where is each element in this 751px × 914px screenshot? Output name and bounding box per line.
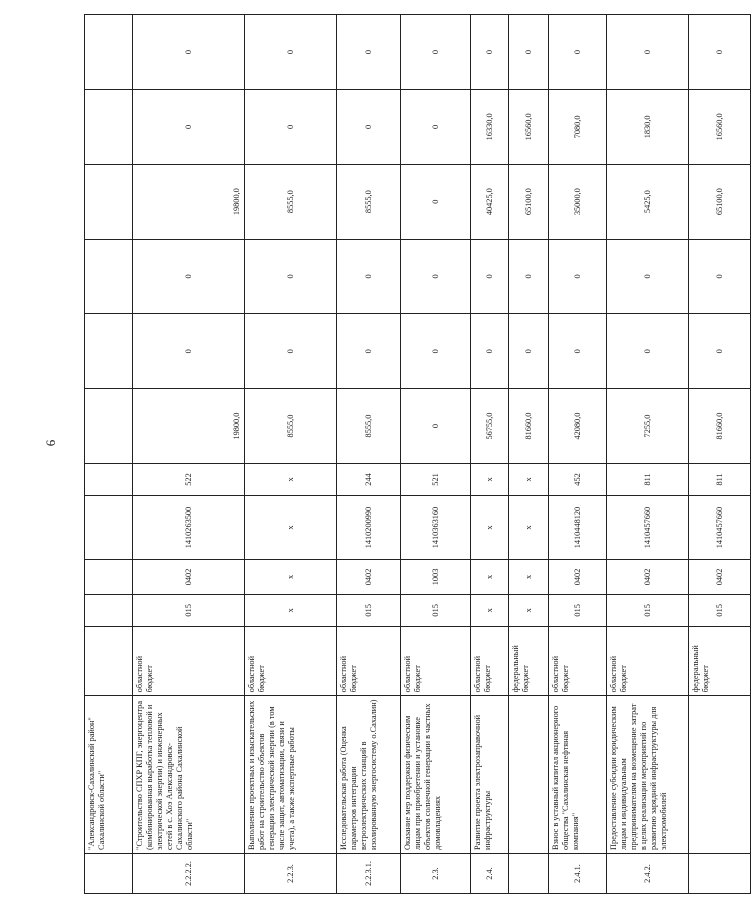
cell-amount-year-4: 0 (337, 89, 401, 164)
table-row (85, 15, 133, 894)
budget-table-rotated (84, 14, 724, 894)
cell-amount-year-1: 0 (133, 314, 245, 389)
cell-description: "Строительство СПХР КПГ, энергоцентра (комбинированная выработка тепловой и электрической энергии) и инженерных сетей в с. Хоэ Александровск-Сахалинского района Сахалинской области" (133, 696, 245, 854)
cell-amount-year-2: 0 (471, 239, 509, 314)
cell-amount-year-5 (85, 15, 133, 90)
table-row (133, 15, 245, 894)
cell-description (689, 696, 751, 854)
cell-code-rzpr: 1003 (401, 560, 471, 595)
cell-amount-year-5: 0 (509, 15, 549, 90)
cell-item-number: 2.4. (471, 853, 509, 893)
cell-amount-year-4: 7080,0 (549, 89, 607, 164)
cell-code-csr (85, 495, 133, 559)
cell-item-number (689, 853, 751, 893)
cell-amount-year-1: 0 (471, 314, 509, 389)
cell-amount-year-3: 0 (401, 164, 471, 239)
cell-total-amount: 8555,0 (337, 389, 401, 464)
cell-item-number (509, 853, 549, 893)
cell-code-grbs: 015 (401, 594, 471, 626)
page-number: 6 (43, 439, 58, 447)
cell-amount-year-3: 5425,0 (607, 164, 689, 239)
cell-code-csr: x (245, 495, 337, 559)
cell-total-amount: 0 (401, 389, 471, 464)
cell-amount-year-4: 0 (245, 89, 337, 164)
cell-code-csr: 1410363160 (401, 495, 471, 559)
cell-amount-year-4 (85, 89, 133, 164)
cell-code-csr: 1410457660 (689, 495, 751, 559)
cell-amount-year-5: 0 (337, 15, 401, 90)
cell-code-grbs: x (245, 594, 337, 626)
cell-amount-year-4: 16560,0 (509, 89, 549, 164)
cell-description: Развитие проекта электрозаправочной инфраструктуры (471, 696, 509, 854)
cell-total-amount (85, 389, 133, 464)
cell-code-rzpr: 0402 (607, 560, 689, 595)
cell-code-vr: 522 (133, 463, 245, 495)
cell-funding-source: областной бюджет (401, 626, 471, 695)
cell-code-rzpr: 0402 (337, 560, 401, 595)
cell-code-rzpr: 0402 (549, 560, 607, 595)
table-row (607, 15, 689, 894)
cell-code-grbs: x (471, 594, 509, 626)
table-row (337, 15, 401, 894)
cell-description: Взнос в уставный капитал акционерного общества "Сахалинская нефтяная компания" (549, 696, 607, 854)
cell-amount-year-4: 16330,0 (471, 89, 509, 164)
cell-amount-year-3: 40425,0 (471, 164, 509, 239)
cell-total-amount: 42080,0 (549, 389, 607, 464)
cell-code-grbs (85, 594, 133, 626)
cell-amount-year-3: 8555,0 (245, 164, 337, 239)
cell-amount-year-5: 0 (133, 15, 245, 90)
cell-code-vr: 244 (337, 463, 401, 495)
cell-amount-year-3: 19800,0 (133, 164, 245, 239)
cell-code-csr: 1410448120 (549, 495, 607, 559)
cell-amount-year-2: 0 (509, 239, 549, 314)
cell-item-number (85, 853, 133, 893)
cell-item-number: 2.2.3. (245, 853, 337, 893)
cell-amount-year-3: 65100,0 (689, 164, 751, 239)
cell-total-amount: 8555,0 (245, 389, 337, 464)
table-row (689, 15, 751, 894)
cell-amount-year-4: 0 (401, 89, 471, 164)
cell-code-rzpr (85, 560, 133, 595)
cell-amount-year-2: 0 (607, 239, 689, 314)
cell-amount-year-3 (85, 164, 133, 239)
cell-funding-source: областной бюджет (607, 626, 689, 695)
cell-amount-year-2: 0 (337, 239, 401, 314)
cell-code-rzpr: x (509, 560, 549, 595)
cell-funding-source: областной бюджет (133, 626, 245, 695)
cell-amount-year-1: 0 (337, 314, 401, 389)
cell-amount-year-1: 0 (245, 314, 337, 389)
cell-description: Исследовательская работа (Оценка параметров интеграции ветроэлектрических станций в изолированную энергосистему о.Сахалин) (337, 696, 401, 854)
cell-item-number: 2.4.1. (549, 853, 607, 893)
cell-code-vr: x (509, 463, 549, 495)
cell-funding-source: областной бюджет (337, 626, 401, 695)
cell-code-vr: 452 (549, 463, 607, 495)
table-row (245, 15, 337, 894)
cell-code-csr: x (509, 495, 549, 559)
cell-code-vr: 811 (607, 463, 689, 495)
cell-code-rzpr: 0402 (689, 560, 751, 595)
cell-total-amount: 7255,0 (607, 389, 689, 464)
cell-amount-year-4: 0 (133, 89, 245, 164)
cell-amount-year-2: 0 (549, 239, 607, 314)
cell-amount-year-5: 0 (471, 15, 509, 90)
table-row (401, 15, 471, 894)
cell-total-amount: 81660,0 (689, 389, 751, 464)
cell-code-rzpr: 0402 (133, 560, 245, 595)
cell-description (509, 696, 549, 854)
cell-amount-year-3: 8555,0 (337, 164, 401, 239)
cell-funding-source: областной бюджет (245, 626, 337, 695)
cell-description: Предоставление субсидии юридическим лицам и индивидуальным предпринимателям на возмещение затрат в целях реализации мероприятий по развитию зарядной инфраструктуры для электромобилей (607, 696, 689, 854)
cell-code-grbs: 015 (607, 594, 689, 626)
cell-amount-year-5: 0 (401, 15, 471, 90)
cell-code-csr: 1410457660 (607, 495, 689, 559)
budget-table (84, 14, 751, 894)
cell-code-grbs: x (509, 594, 549, 626)
cell-code-grbs: 015 (337, 594, 401, 626)
cell-amount-year-2 (85, 239, 133, 314)
cell-funding-source: федеральный бюджет (509, 626, 549, 695)
cell-amount-year-3: 65100,0 (509, 164, 549, 239)
cell-total-amount: 19800,0 (133, 389, 245, 464)
cell-code-vr: 521 (401, 463, 471, 495)
cell-code-vr: x (471, 463, 509, 495)
cell-item-number: 2.2.2.2. (133, 853, 245, 893)
cell-amount-year-1 (85, 314, 133, 389)
cell-amount-year-2: 0 (401, 239, 471, 314)
cell-funding-source: федеральный бюджет (689, 626, 751, 695)
cell-amount-year-4: 1830,0 (607, 89, 689, 164)
cell-code-csr: 1410263500 (133, 495, 245, 559)
cell-amount-year-3: 35000,0 (549, 164, 607, 239)
cell-amount-year-5: 0 (245, 15, 337, 90)
table-row (509, 15, 549, 894)
cell-code-grbs: 015 (549, 594, 607, 626)
cell-total-amount: 81660,0 (509, 389, 549, 464)
cell-code-vr (85, 463, 133, 495)
cell-amount-year-1: 0 (607, 314, 689, 389)
cell-amount-year-1: 0 (401, 314, 471, 389)
cell-funding-source: областной бюджет (549, 626, 607, 695)
cell-item-number: 2.2.3.1. (337, 853, 401, 893)
cell-funding-source (85, 626, 133, 695)
cell-code-csr: x (471, 495, 509, 559)
cell-code-grbs: 015 (689, 594, 751, 626)
cell-amount-year-1: 0 (689, 314, 751, 389)
table-row (471, 15, 509, 894)
cell-amount-year-5: 0 (689, 15, 751, 90)
cell-amount-year-5: 0 (607, 15, 689, 90)
cell-amount-year-2: 0 (245, 239, 337, 314)
table-row (549, 15, 607, 894)
cell-description: Оказание мер поддержки физическим лицам при приобретении и установке объектов солнечной генерации в частных домовладениях (401, 696, 471, 854)
cell-funding-source: областной бюджет (471, 626, 509, 695)
cell-amount-year-5: 0 (549, 15, 607, 90)
cell-code-rzpr: x (471, 560, 509, 595)
cell-amount-year-2: 0 (689, 239, 751, 314)
cell-code-vr: x (245, 463, 337, 495)
cell-item-number: 2.3. (401, 853, 471, 893)
cell-code-vr: 811 (689, 463, 751, 495)
cell-item-number: 2.4.2. (607, 853, 689, 893)
cell-amount-year-2: 0 (133, 239, 245, 314)
cell-amount-year-4: 16560,0 (689, 89, 751, 164)
cell-total-amount: 56755,0 (471, 389, 509, 464)
cell-amount-year-1: 0 (549, 314, 607, 389)
cell-code-csr: 1410200990 (337, 495, 401, 559)
cell-description: "Александровск-Сахалинский район" Сахалинской области" (85, 696, 133, 854)
cell-description: Выполнение проектных и изыскательских работ на строительство объектов генерации электрической энергии (в том числе защит, автоматизации, связи и учета), а также экспертные работы (245, 696, 337, 854)
cell-amount-year-1: 0 (509, 314, 549, 389)
cell-code-rzpr: x (245, 560, 337, 595)
cell-code-grbs: 015 (133, 594, 245, 626)
